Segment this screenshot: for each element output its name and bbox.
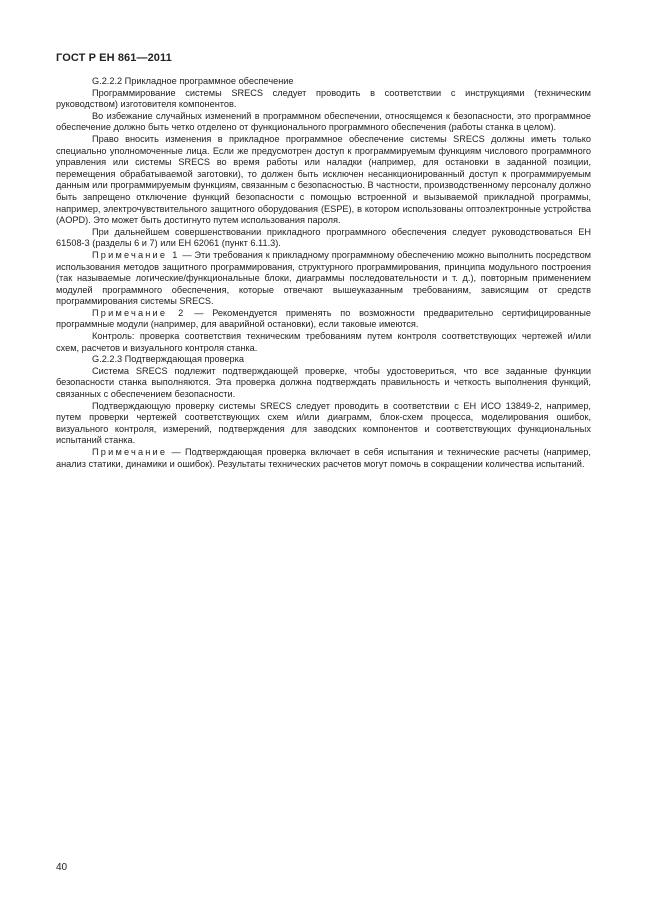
- note-label: Примечание 1: [92, 249, 180, 260]
- page-number: 40: [56, 862, 68, 873]
- note-text: — Рекомендуется применять по возможности предварительно сертифицированные программные модули (например, для аварийной остановки), если таковые имеются.: [56, 307, 592, 330]
- section-heading: G.2.2.3 Подтверждающая проверка: [92, 354, 244, 365]
- paragraph: Во избежание случайных изменений в программном обеспечении, относящемся к безопасности, это программное обеспечение должно быть четко отделено от функционального программного обеспечения (работы станка в целом).: [56, 110, 591, 133]
- document-body: [56, 76, 591, 470]
- note-text: — Подтверждающая проверка включает в себя испытания и технические расчеты (например, анализ статики, динамики и ошибок). Результаты технических расчетов могут помочь в сокращении количества испытаний.: [56, 447, 591, 469]
- paragraph: При дальнейшем совершенствовании прикладного программного обеспечения следует руководствоваться ЕН 61508-3 (разделы 6 и 7) или ЕН 62061 (пункт 6.11.3).: [56, 226, 591, 249]
- paragraph: Право вносить изменения в прикладное программное обеспечение системы SRECS должны иметь только специально уполномоченные лица. Если же предусмотрен доступ к программируемым функциям числового программного управления или системы SRECS во время работы или наладки (например, для остановки в заданной позиции, перемещения обрабатываемой заготовки), то должен быть исключен несанкционированный доступ к программируемым данным или программируемым функциям, связанным с безопасностью. В частности, производственному персоналу должно быть запрещено отключение функций безопасности с помощью встроенной и вызываемой прикладной программы, например, электрочувствительного защитного оборудования (ESPE), в котором использованы оптоэлектронные устройства (AOPD). Это может быть достигнуто путем использования пароля.: [56, 133, 591, 226]
- note: [56, 250, 591, 308]
- note: [56, 308, 591, 331]
- paragraph: Программирование системы SRECS следует проводить в соответствии с инструкциями (техническим руководством) изготовителя компонентов.: [56, 87, 591, 110]
- note-text: — Эти требования к прикладному программному обеспечению можно выполнить посредством использования методов защитного программирования, структурного программирования, принципа модульного построения (так называемые логические/функциональные блоки, диаграммы последовательности и т. д.), повторным применением модулей программного обеспечения, которые отвечают вышеуказанным требованиям, зависящим от средств программирования системы SRECS.: [56, 249, 591, 307]
- paragraph: Подтверждающую проверку системы SRECS следует проводить в соответствии с ЕН ИСО 13849-2, например, путем проверки чертежей соответствующих схем и/или диаграмм, блок-схем процесса, моделирования ошибок, визуального контроля, измерений, подтверждения для заводских компонентов и соответствующих функциональных испытаний станка.: [56, 400, 591, 446]
- document-header: ГОСТ Р ЕН 861—2011: [56, 52, 172, 64]
- note-label: Примечание: [92, 447, 168, 457]
- paragraph: Контроль: проверка соответствия техническим требованиям путем контроля соответствующих чертежей и/или схем, расчетов и визуального контроля станка.: [56, 331, 591, 353]
- paragraph: Система SRECS подлежит подтверждающей проверке, чтобы удостовериться, что все заданные функции безопасности станка выполняются. Эта проверка должна подтверждать правильность и четкость выполнения функций, связанных с обеспечением безопасности.: [56, 365, 591, 400]
- note: [56, 447, 591, 470]
- note-label: Примечание 2: [92, 307, 186, 318]
- section-heading: G.2.2.2 Прикладное программное обеспечение: [92, 76, 294, 86]
